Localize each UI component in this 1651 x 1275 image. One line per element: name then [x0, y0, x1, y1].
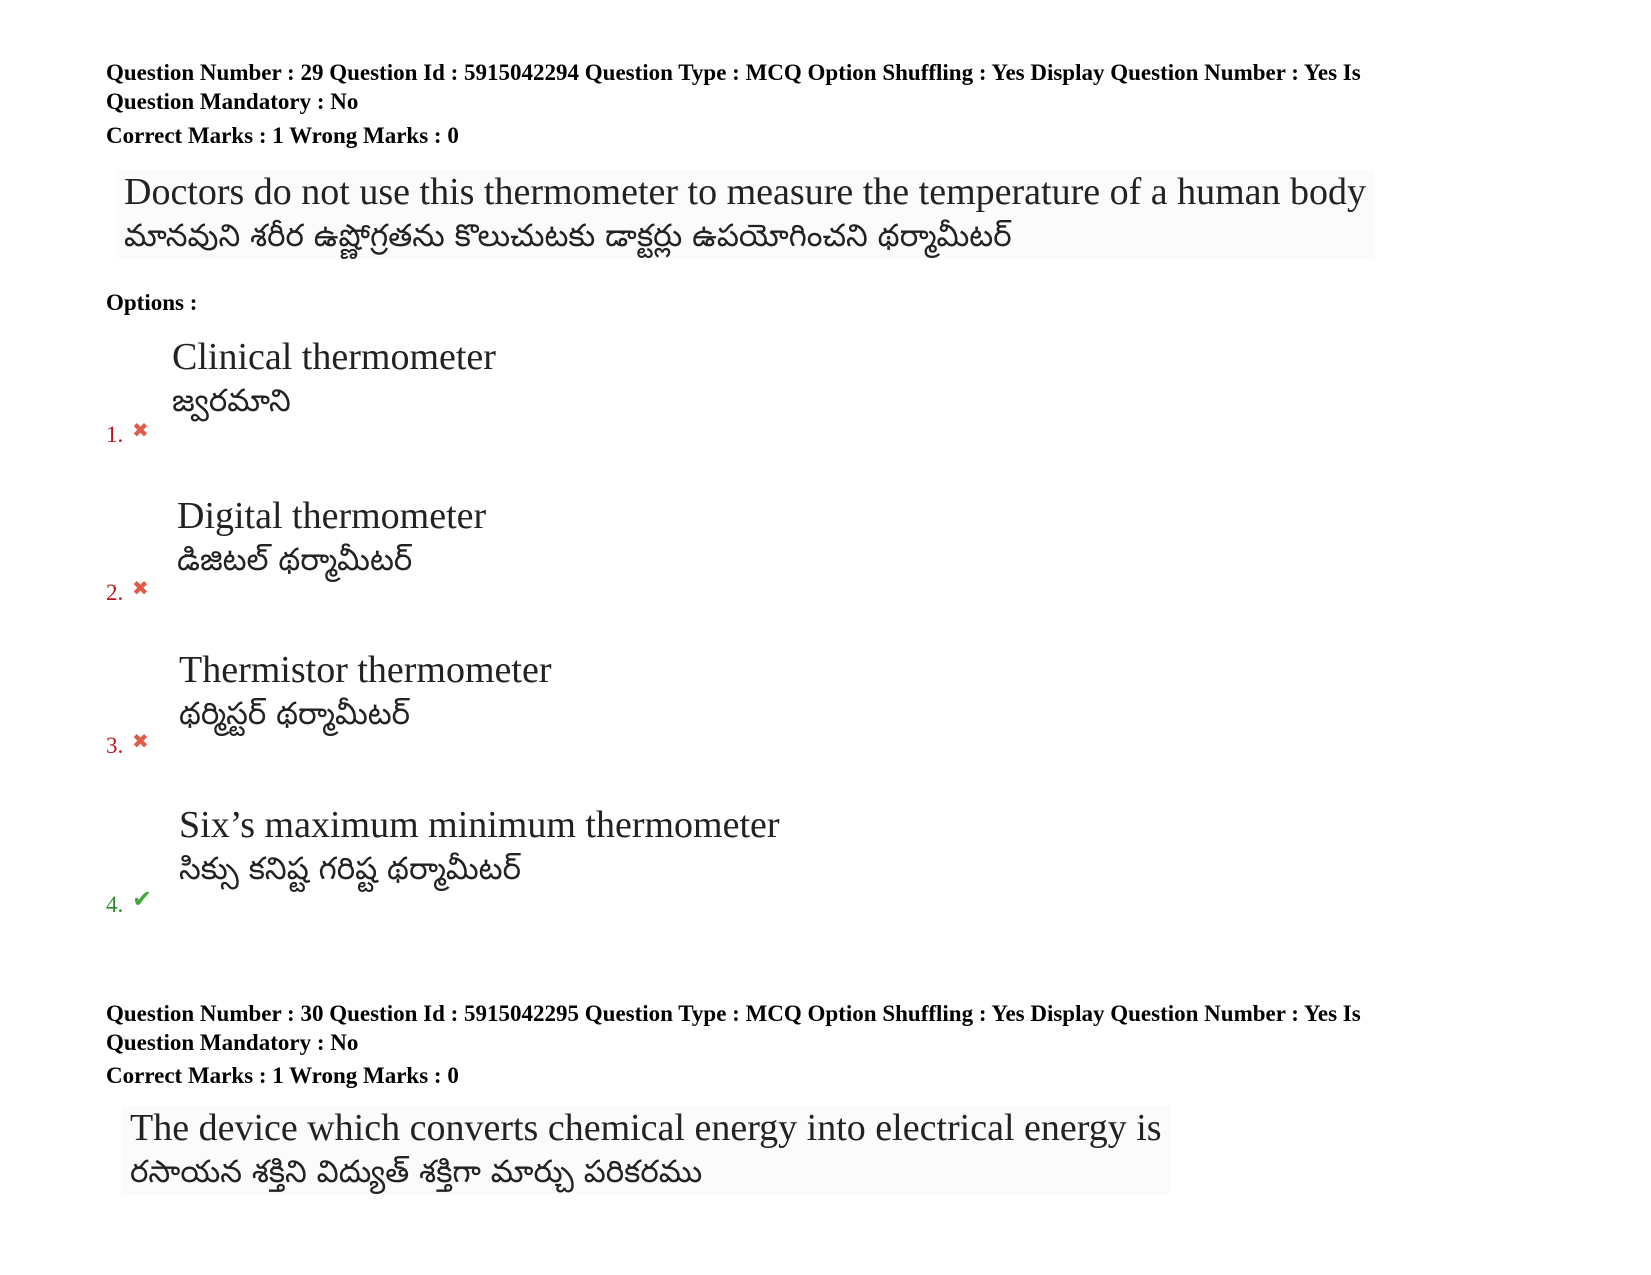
question-29-header [106, 58, 1526, 116]
question-text-image [122, 1106, 1170, 1194]
question-text-te: రసాయన శక్తిని విద్యుత్ శక్తిగా మార్చు పరికరము [130, 1154, 703, 1190]
question-text-image [116, 170, 1374, 258]
option-text-te: డిజిటల్ థర్మామీటర్ [177, 542, 413, 578]
cross-icon: ✖ [132, 418, 149, 442]
question-30-header [106, 999, 1526, 1057]
option-text-en: Thermistor thermometer [179, 649, 552, 691]
option-text-en: Digital thermometer [177, 495, 487, 537]
question-marks: Correct Marks : 1 Wrong Marks : 0 [106, 123, 459, 148]
option-number: 4. [106, 892, 124, 917]
question-meta-line: Question Mandatory : No [106, 1030, 359, 1055]
option-text-te: జ్వరమాని [172, 383, 291, 419]
question-meta-line: Question Number : 29 Question Id : 5915042294 Question Type : MCQ Option Shuffling : Yes Display Question Number : Yes Is [106, 60, 1361, 85]
question-text-en: Doctors do not use this thermometer to measure the temperature of a human body [124, 171, 1367, 213]
option-text-te: సిక్సు కనిష్ట గరిష్ట థర్మామీటర్ [179, 851, 521, 887]
option-text-en: Six’s maximum minimum thermometer [179, 804, 780, 846]
option-4 [179, 803, 780, 891]
question-meta-line: Question Mandatory : No [106, 89, 359, 114]
question-text-te: మానవుని శరీర ఉష్ణోగ్రతను కొలుచుటకు డాక్టర్లు ఉపయోగించని థర్మామీటర్ [124, 218, 1012, 254]
check-icon: ✔ [132, 885, 153, 913]
option-text-en: Clinical thermometer [172, 336, 496, 378]
option-2 [177, 494, 486, 582]
option-number: 1. [106, 422, 124, 447]
question-text-en: The device which converts chemical energy into electrical energy is [130, 1107, 1162, 1149]
option-number: 3. [106, 733, 124, 758]
cross-icon: ✖ [132, 729, 149, 753]
question-meta-line: Question Number : 30 Question Id : 5915042295 Question Type : MCQ Option Shuffling : Yes Display Question Number : Yes Is [106, 1001, 1361, 1026]
option-1 [172, 335, 496, 423]
option-number: 2. [106, 580, 124, 605]
question-marks: Correct Marks : 1 Wrong Marks : 0 [106, 1063, 459, 1088]
option-text-te: థర్మిస్టర్ థర్మామీటర్ [179, 696, 411, 732]
cross-icon: ✖ [132, 576, 149, 600]
option-3 [179, 648, 552, 736]
options-label: Options : [106, 290, 198, 315]
